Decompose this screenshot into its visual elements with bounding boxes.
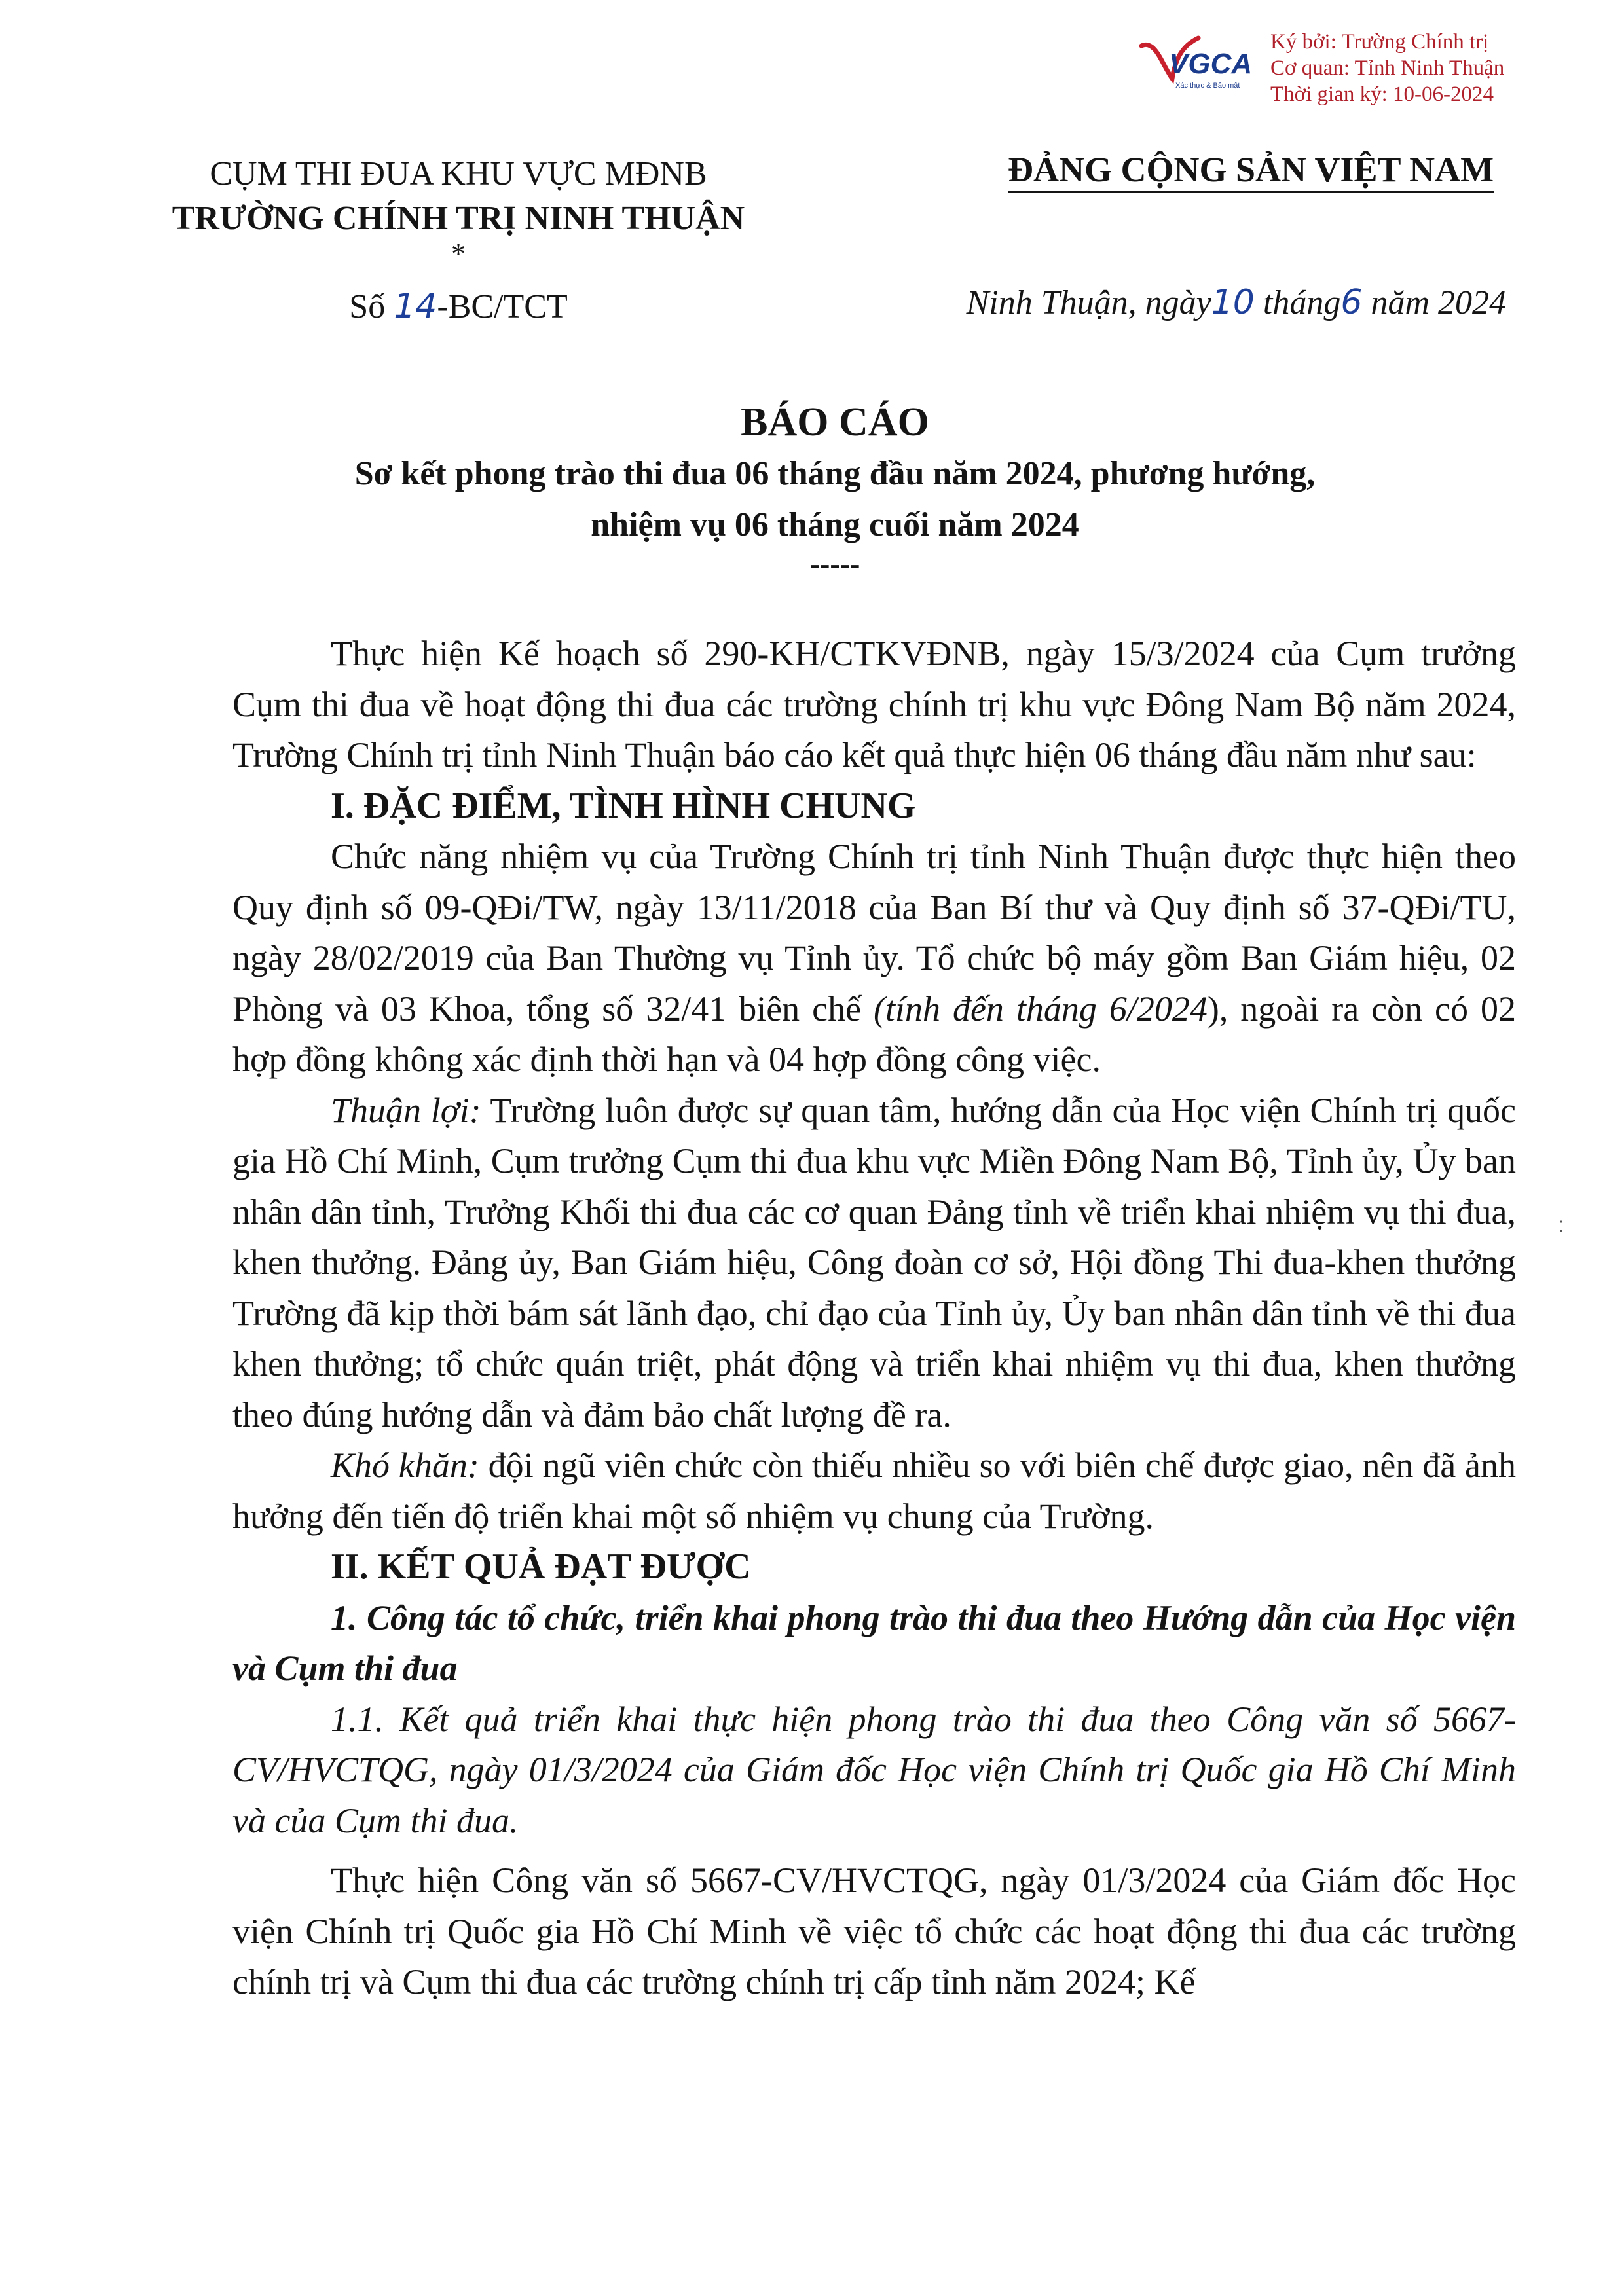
report-title: BÁO CÁO: [741, 400, 929, 445]
report-body: [232, 629, 1516, 2008]
intro-paragraph: Thực hiện Kế hoạch số 290-KH/CTKVĐNB, ngày 15/3/2024 của Cụm trưởng Cụm thi đua về hoạt động thi đua các trường chính trị khu vực Đông Nam Bộ năm 2024, Trường Chính trị tỉnh Ninh Thuận báo cáo kết quả thực hiện 06 tháng đầu năm như sau:: [232, 634, 1516, 774]
section-heading-1: I. ĐẶC ĐIỂM, TÌNH HÌNH CHUNG: [331, 785, 916, 826]
characteristics-text-end: ), ngoài ra còn có 02 hợp đồng không xác định thời hạn và 04 hợp đồng công việc.: [232, 989, 1516, 1079]
document-date: [753, 283, 1506, 322]
signing-time: Thời gian ký: 10-06-2024: [1270, 82, 1494, 106]
report-title-block: [164, 396, 1506, 580]
date-year: năm 2024: [1362, 284, 1506, 321]
party-header: [969, 149, 1532, 190]
issuing-cluster: CỤM THI ĐUA KHU VỰC MĐNB: [210, 155, 707, 192]
header-star: *: [451, 238, 466, 270]
title-separator: -----: [809, 547, 860, 580]
implementation-paragraph: Thực hiện Công văn số 5667-CV/HVCTQG, ngày 01/3/2024 của Giám đốc Học viện Chính trị Quốc gia Hồ Chí Minh về việc tổ chức các hoạt động thi đua các trường chính trị và Cụm thi đua các trường chính trị cấp tỉnh năm 2024; Kế: [232, 1861, 1516, 2001]
report-subtitle-line2: nhiệm vụ 06 tháng cuối năm 2024: [591, 506, 1079, 543]
difficulties-text: đội ngũ viên chức còn thiếu nhiều so với biên chế được giao, nên đã ảnh hưởng đến tiến độ triển khai một số nhiệm vụ chung của Trường.: [232, 1446, 1517, 1536]
scan-specks: ⁚: [1559, 1219, 1564, 1236]
document-number: [164, 287, 753, 326]
advantages-paragraph: [232, 1085, 1516, 1441]
doc-number-handwritten: 14: [394, 287, 437, 326]
vgca-logo-text: VGCA: [1169, 48, 1253, 80]
issuing-agency: [164, 152, 753, 270]
characteristics-note: (tính đến tháng 6/2024: [874, 989, 1208, 1029]
difficulties-paragraph: [232, 1440, 1516, 1542]
date-day-handwritten: 10: [1211, 283, 1255, 322]
date-month-handwritten: 6: [1340, 283, 1363, 322]
digital-signature-info: [1270, 29, 1504, 107]
signing-agency: Cơ quan: Tỉnh Ninh Thuận: [1270, 56, 1505, 80]
party-name: ĐẢNG CỘNG SẢN VIỆT NAM: [1008, 150, 1494, 193]
section-heading-2: II. KẾT QUẢ ĐẠT ĐƯỢC: [331, 1546, 751, 1587]
signed-by: Ký bởi: Trường Chính trị: [1270, 30, 1489, 54]
subsection-heading-1: 1. Công tác tổ chức, triển khai phong trào thi đua theo Hướng dẫn của Học viện và Cụm thi đua: [232, 1597, 1516, 1688]
difficulties-label: Khó khăn:: [331, 1446, 479, 1485]
advantages-text: Trường luôn được sự quan tâm, hướng dẫn của Học viện Chính trị quốc gia Hồ Chí Minh, Cụm trưởng Cụm thi đua khu vực Miền Đông Nam Bộ, Tỉnh ủy, Ủy ban nhân dân tỉnh, Trưởng Khối thi đua các cơ quan Đảng tỉnh về triển khai nhiệm vụ thi đua, khen thưởng. Đảng ủy, Ban Giám hiệu, Công đoàn cơ sở, Hội đồng Thi đua-khen thưởng Trường đã kịp thời bám sát lãnh đạo, chỉ đạo của Tỉnh ủy, Ủy ban nhân dân tỉnh về thi đua khen thưởng; tổ chức quán triệt, phát động và triển khai nhiệm vụ thi đua, khen thưởng theo đúng hướng dẫn và đảm bảo chất lượng đề ra.: [232, 1090, 1517, 1434]
vgca-logo: [1136, 33, 1254, 92]
vgca-logo-tagline: Xác thực & Bảo mật: [1175, 82, 1240, 90]
characteristics-text: Chức năng nhiệm vụ của Trường Chính trị tỉnh Ninh Thuận được thực hiện theo Quy định số 09-QĐi/TW, ngày 13/11/2018 của Ban Bí thư và Quy định số 37-QĐi/TU, ngày 28/02/2019 của Ban Thường vụ Tỉnh ủy. Tổ chức bộ máy gồm Ban Giám hiệu, 02 Phòng và 03 Khoa, tổng số 32/41 biên chế: [232, 837, 1516, 1029]
doc-number-suffix: -BC/TCT: [437, 288, 568, 325]
report-subtitle-line1: Sơ kết phong trào thi đua 06 tháng đầu năm 2024, phương hướng,: [354, 455, 1316, 492]
issuing-school: TRƯỜNG CHÍNH TRỊ NINH THUẬN: [172, 200, 745, 237]
characteristics-paragraph: [232, 831, 1516, 1085]
subsection-heading-1-1: 1.1. Kết quả triển khai thực hiện phong trào thi đua theo Công văn số 5667-CV/HVCTQG, ngày 01/3/2024 của Giám đốc Học viện Chính trị Quốc gia Hồ Chí Minh và của Cụm thi đua.: [232, 1699, 1516, 1840]
advantages-label: Thuận lợi:: [331, 1090, 481, 1130]
doc-number-prefix: Số: [349, 288, 394, 325]
date-place: Ninh Thuận, ngày: [966, 284, 1211, 321]
date-month-label: tháng: [1254, 284, 1341, 321]
